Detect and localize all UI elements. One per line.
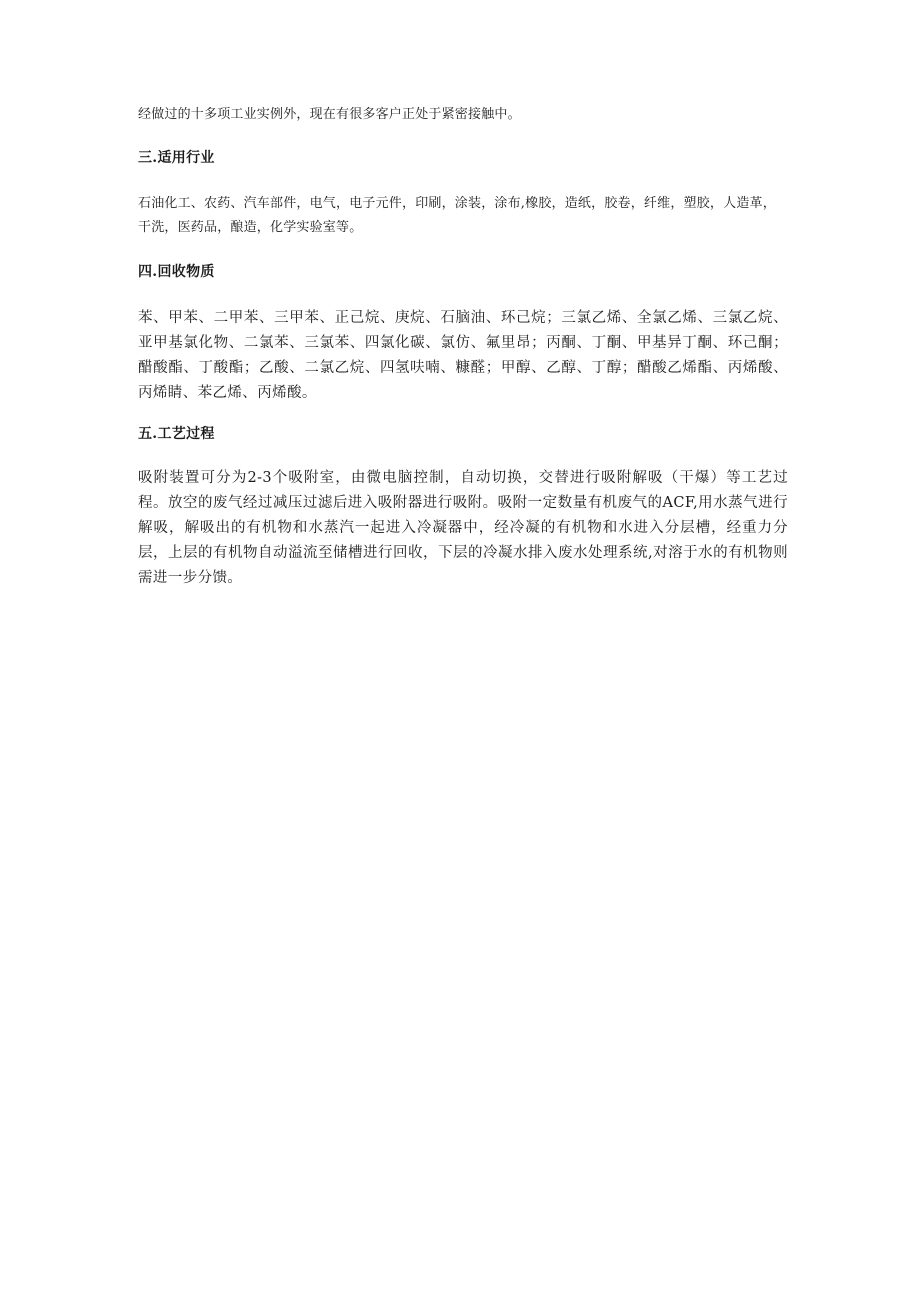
section-heading-process: 五.工艺过程 — [138, 426, 215, 442]
section-heading-industries: 三.适用行业 — [138, 150, 215, 166]
intro-paragraph: 经做过的十多项工业实例外，现在有很多客户正处于紧密接触中。 — [138, 107, 521, 122]
process-paragraph: 吸附装置可分为2-3个吸附室，由微电脑控制，自动切换，交替进行吸附解吸（干爆）等工艺过程。放空的废气经过减压过滤后进入吸附器进行吸附。吸附一定数量有机废气的ACF,用水蒸气进行解吸，解吸出的有机物和水蒸汽一起进入冷凝器中，经冷凝的有机物和水进入分层槽，经重力分层，上层的有机物自动溢流至储槽进行回收，下层的冷凝水排入废水处理系统,对溶于水的有机物则需进一步分馈。 — [138, 470, 788, 586]
industries-paragraph: 石油化工、农药、汽车部件，电气，电子元件，印刷，涂装，涂布,橡胶，造纸，胶卷，纤维，塑胶，人造革，干洗，医药品，酿造，化学实验室等。 — [138, 196, 776, 235]
section-heading-substances: 四.回收物质 — [138, 264, 215, 280]
substances-paragraph: 苯、甲苯、二甲苯、三甲苯、正己烷、庚烷、石脑油、环己烷；三氯乙烯、全氯乙烯、三氯乙烷、亚甲基氯化物、二氯苯、三氯苯、四氯化碳、氯仿、氟里昂；丙酮、丁酮、甲基异丁酮、环己酮；醋酸酯、丁酸酯；乙酸、二氯乙烷、四氢呋喃、糠醛；甲醇、乙醇、丁醇；醋酸乙烯酯、丙烯酸、丙烯睛、苯乙烯、丙烯酸。 — [138, 310, 788, 401]
